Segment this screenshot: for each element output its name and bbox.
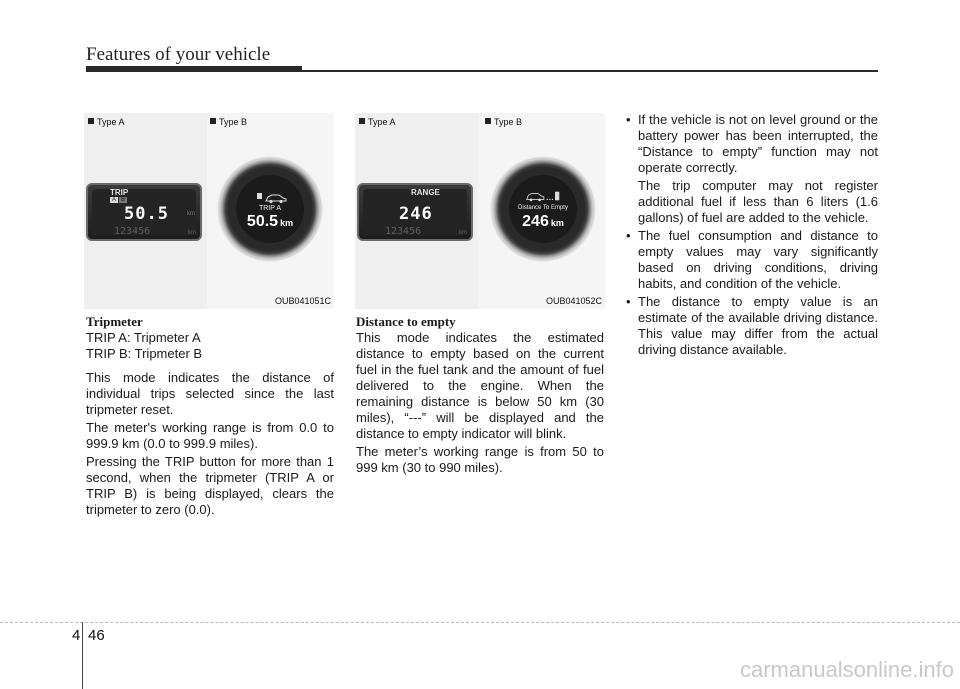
tripmeter-section <box>86 314 334 518</box>
note-item <box>626 228 878 292</box>
tripmeter-paragraph: The meter's working range is from 0.0 to 999.9 km (0.0 to 999.9 miles). <box>86 420 334 451</box>
trip-b-line: TRIP B: Tripmeter B <box>86 346 203 361</box>
lcd-trip-value: 50.5 <box>124 204 169 224</box>
page-number: 46 <box>88 627 105 644</box>
page-header-title: Features of your vehicle <box>86 44 271 65</box>
gauge-range-value: 246 km <box>522 213 564 230</box>
note-item <box>626 112 878 176</box>
figure-code: OUB041051C <box>274 296 331 306</box>
distance-to-empty-section <box>356 314 604 476</box>
section-number: 4 <box>72 627 81 644</box>
section-title: Distance to empty <box>356 314 456 329</box>
lcd-range-value: 246 <box>399 204 433 224</box>
car-fuel-icon <box>522 190 564 202</box>
lcd-odometer: 123456 <box>385 226 422 237</box>
header-rule-thin <box>302 70 878 72</box>
header-rule-thick <box>86 66 302 72</box>
type-a-label: Type A <box>359 117 396 127</box>
dte-paragraph: The meter’s working range is from 50 to 999 km (30 to 990 miles). <box>356 444 604 475</box>
footer-divider <box>0 622 960 623</box>
car-icon <box>257 192 287 204</box>
bullet: • <box>626 228 631 243</box>
note-text: If the vehicle is not on level ground or the battery power has been interrupted, the “Distance to empty” function may not operate correctly. <box>638 112 878 175</box>
dte-paragraph: This mode indicates the estimated distance to empty based on the current fuel in the fuel tank and the amount of fuel delivered to the engine. When the remaining distance is below 50 km (30 miles), “---” will be displayed and the distance to empty indicator will blink. <box>356 330 604 441</box>
tripmeter-paragraph: Pressing the TRIP button for more than 1 second, when the tripmeter (TRIP A or TRIP B) is being displayed, clears the tripmeter to zero (0.0). <box>86 454 334 517</box>
tripmeter-figure <box>84 113 334 309</box>
note-continuation: The trip computer may not register additional fuel if less than 6 liters (1.6 gallons) of fuel are added to the vehicle. <box>638 178 878 225</box>
gauge-trip-value: 50.5 km <box>246 213 294 230</box>
distance-to-empty-figure <box>355 113 605 309</box>
tripmeter-paragraph: This mode indicates the distance of individual trips selected since the last tripmeter reset. <box>86 370 334 417</box>
type-b-label: Type B <box>210 117 247 127</box>
type-a-label: Type A <box>88 117 125 127</box>
lcd-display-range <box>357 183 473 241</box>
lcd-odometer-unit: km <box>188 230 196 236</box>
lcd-unit: km <box>187 211 195 217</box>
lcd-odometer: 123456 <box>114 226 151 237</box>
gauge-display-range <box>492 158 594 260</box>
bullet: • <box>626 112 631 127</box>
note-item <box>626 294 878 358</box>
lcd-mode-label: RANGE <box>411 188 440 197</box>
gauge-mode-label: TRIP A <box>258 205 282 212</box>
note-text: The distance to empty value is an estimate of the available driving distance. This value may differ from the actual driving distance available. <box>638 294 878 357</box>
notes-section <box>626 112 878 360</box>
lcd-mode-label: TRIP <box>110 188 129 197</box>
bullet: • <box>626 294 631 309</box>
lcd-odometer-unit: km <box>459 230 467 236</box>
trip-ab-indicator: A B <box>112 197 126 203</box>
trip-a-line: TRIP A: Tripmeter A <box>86 330 201 345</box>
section-title: Tripmeter <box>86 314 143 329</box>
note-text: The fuel consumption and distance to empty values may vary significantly based on driving conditions, driving habits, and condition of the vehicle. <box>638 228 878 291</box>
gauge-display-trip <box>219 158 321 260</box>
watermark: carmanualsonline.info <box>739 657 954 682</box>
figure-code: OUB041052C <box>545 296 602 306</box>
lcd-display-trip <box>86 183 202 241</box>
footer-vertical-rule <box>82 622 83 689</box>
type-b-label: Type B <box>485 117 522 127</box>
gauge-mode-label: Distance To Empty <box>518 205 568 211</box>
